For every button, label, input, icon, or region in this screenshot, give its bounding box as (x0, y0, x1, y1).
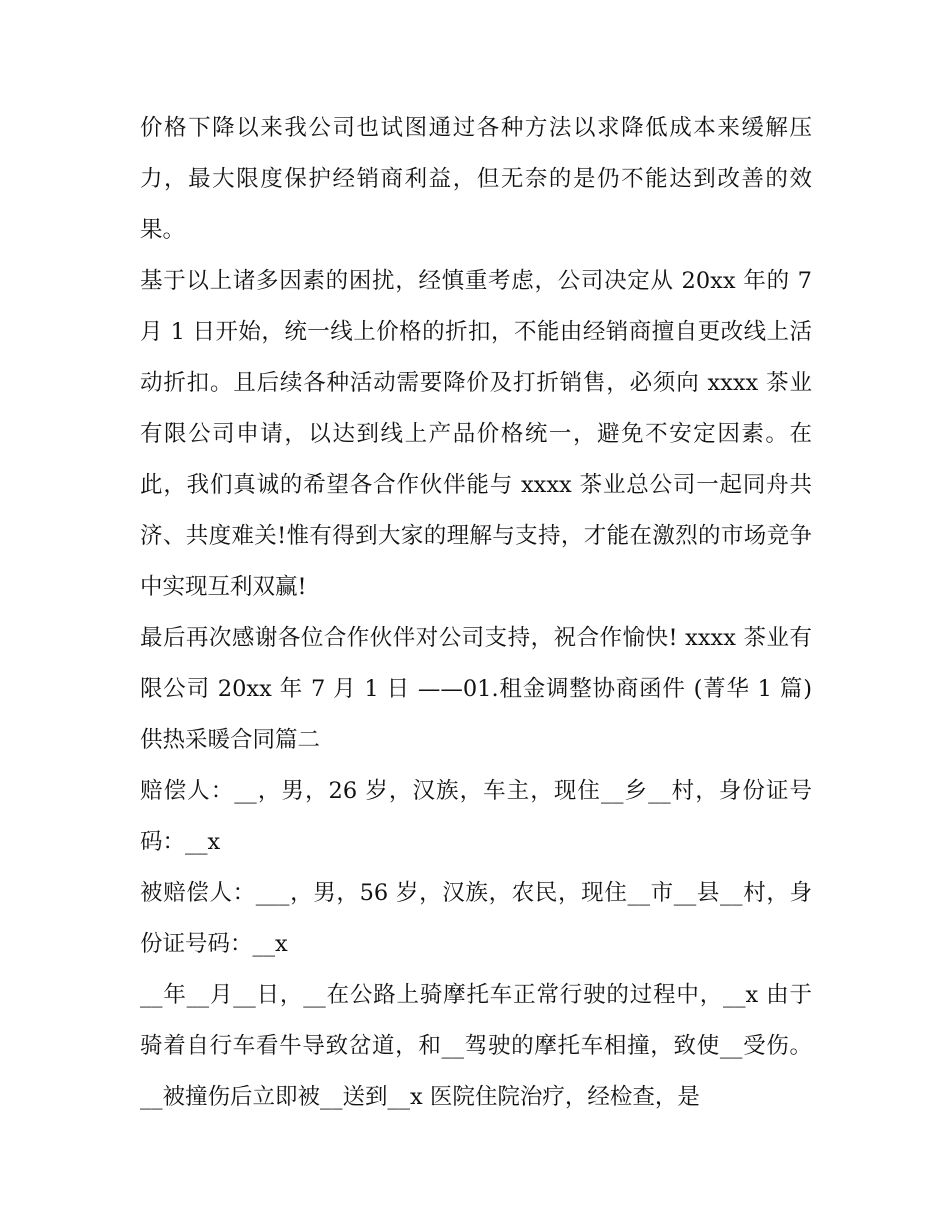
document-body (140, 103, 812, 1123)
paragraph-accident-description: __年__月__日，__在公路上骑摩托车正常行驶的过程中，__x 由于骑着自行车看牛导致岔道，和__驾驶的摩托车相撞，致使__受伤。__被撞伤后立即被__送到__x 医院住院治疗，经检查，是 (140, 982, 812, 1110)
paragraph-compensated-party: 被赔偿人：___，男，56 岁，汉族，农民，现住__市__县__村，身份证号码：__x (140, 880, 812, 957)
paragraph-compensator: 赔偿人：__，男，26 岁，汉族，车主，现住__乡__村，身份证号码：__x (140, 778, 812, 855)
paragraph-price-drop: 价格下降以来我公司也试图通过各种方法以求降低成本来缓解压力，最大限度保护经销商利益，但无奈的是仍不能达到改善的效果。 (140, 115, 812, 243)
paragraph-thanks-signature: 最后再次感谢各位合作伙伴对公司支持，祝合作愉快! xxxx 茶业有限公司 20xx 年 7 月 1 日 ——01.租金调整协商函件 (菁华 1 篇) 供热采暖合同篇二 (140, 625, 812, 753)
paragraph-policy-decision: 基于以上诸多因素的困扰，经慎重考虑，公司决定从 20xx 年的 7 月 1 日开始，统一线上价格的折扣，不能由经销商擅自更改线上活动折扣。且后续各种活动需要降价及打折销售，必须向 xxxx 茶业有限公司申请，以达到线上产品价格统一，避免不安定因素。在此，我们真诚的希望各合作伙伴能与 xxxx 茶业总公司一起同舟共济、共度难关!惟有得到大家的理解与支持，才能在激烈的市场竞争中实现互利双赢! (140, 268, 812, 600)
